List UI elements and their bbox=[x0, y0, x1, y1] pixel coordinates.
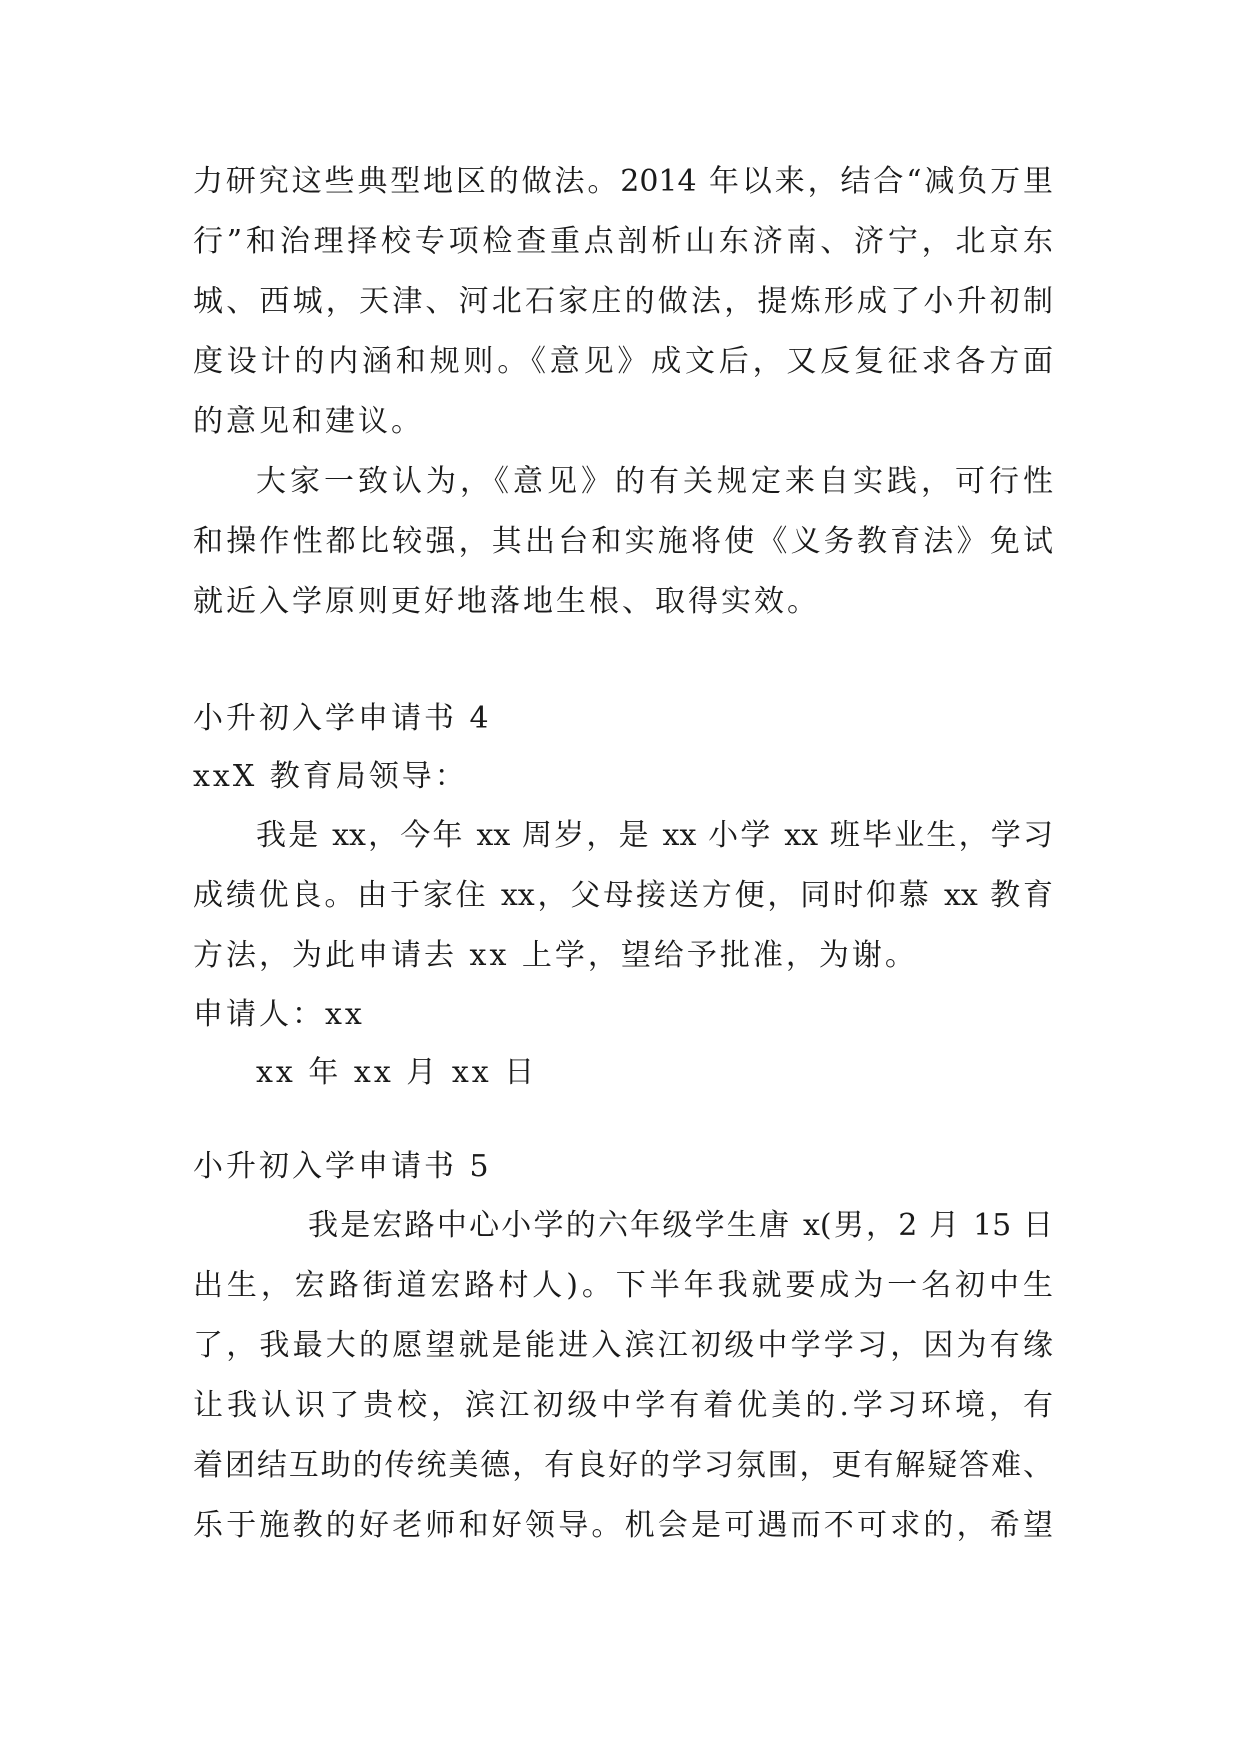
text-line: 城、西城，天津、河北石家庄的做法，提炼形成了小升初制 bbox=[193, 284, 1053, 319]
text-line: 和操作性都比较强，其出台和实施将使《义务教育法》免试 bbox=[193, 524, 1053, 559]
text-line: 大家一致认为，《意见》的有关规定来自实践，可行性 bbox=[256, 464, 1053, 499]
applicant-signature: 申请人：xx bbox=[193, 997, 365, 1032]
document-page bbox=[193, 152, 1053, 1556]
text-line: 乐于施教的好老师和好领导。机会是可遇而不可求的，希望 bbox=[193, 1508, 1053, 1543]
spacer bbox=[193, 632, 1053, 690]
text-line: 行”和治理择校专项检查重点剖析山东济南、济宁，北京东 bbox=[193, 224, 1053, 259]
date-line: xx 年 xx 月 xx 日 bbox=[256, 1055, 538, 1090]
application-letter-4 bbox=[193, 690, 1053, 1102]
text-line: 了，我最大的愿望就是能进入滨江初级中学学习，因为有缘 bbox=[193, 1328, 1053, 1363]
text-line: 我是宏路中心小学的六年级学生唐 x(男，2 月 15 日 bbox=[308, 1208, 1053, 1243]
text-line: 着团结互助的传统美德，有良好的学习氛围，更有解疑答难、 bbox=[193, 1448, 1053, 1483]
text-line: 力研究这些典型地区的做法。2014 年以来，结合“减负万里 bbox=[193, 164, 1053, 199]
text-line: 方法，为此申请去 xx 上学，望给予批准，为谢。 bbox=[193, 938, 918, 973]
text-line: 我是 xx，今年 xx 周岁，是 xx 小学 xx 班毕业生，学习 bbox=[256, 818, 1053, 853]
paragraph-consensus bbox=[193, 452, 1053, 632]
text-line: 出生，宏路街道宏路村人)。下半年我就要成为一名初中生 bbox=[193, 1268, 1053, 1303]
text-line: 成绩优良。由于家住 xx，父母接送方便，同时仰慕 xx 教育 bbox=[193, 878, 1053, 913]
paragraph-research bbox=[193, 152, 1053, 452]
section-title: 小升初入学申请书 4 bbox=[193, 701, 492, 736]
text-line: 度设计的内涵和规则。《意见》成文后，又反复征求各方面 bbox=[193, 344, 1053, 379]
text-line: 让我认识了贵校，滨江初级中学有着优美的.学习环境，有 bbox=[193, 1388, 1053, 1423]
section-title: 小升初入学申请书 5 bbox=[193, 1149, 492, 1184]
text-line: 的意见和建议。 bbox=[193, 404, 424, 439]
text-line: 就近入学原则更好地落地生根、取得实效。 bbox=[193, 584, 820, 619]
spacer bbox=[193, 1102, 1053, 1138]
application-letter-5 bbox=[193, 1138, 1053, 1556]
salutation: xxX 教育局领导： bbox=[193, 759, 468, 794]
